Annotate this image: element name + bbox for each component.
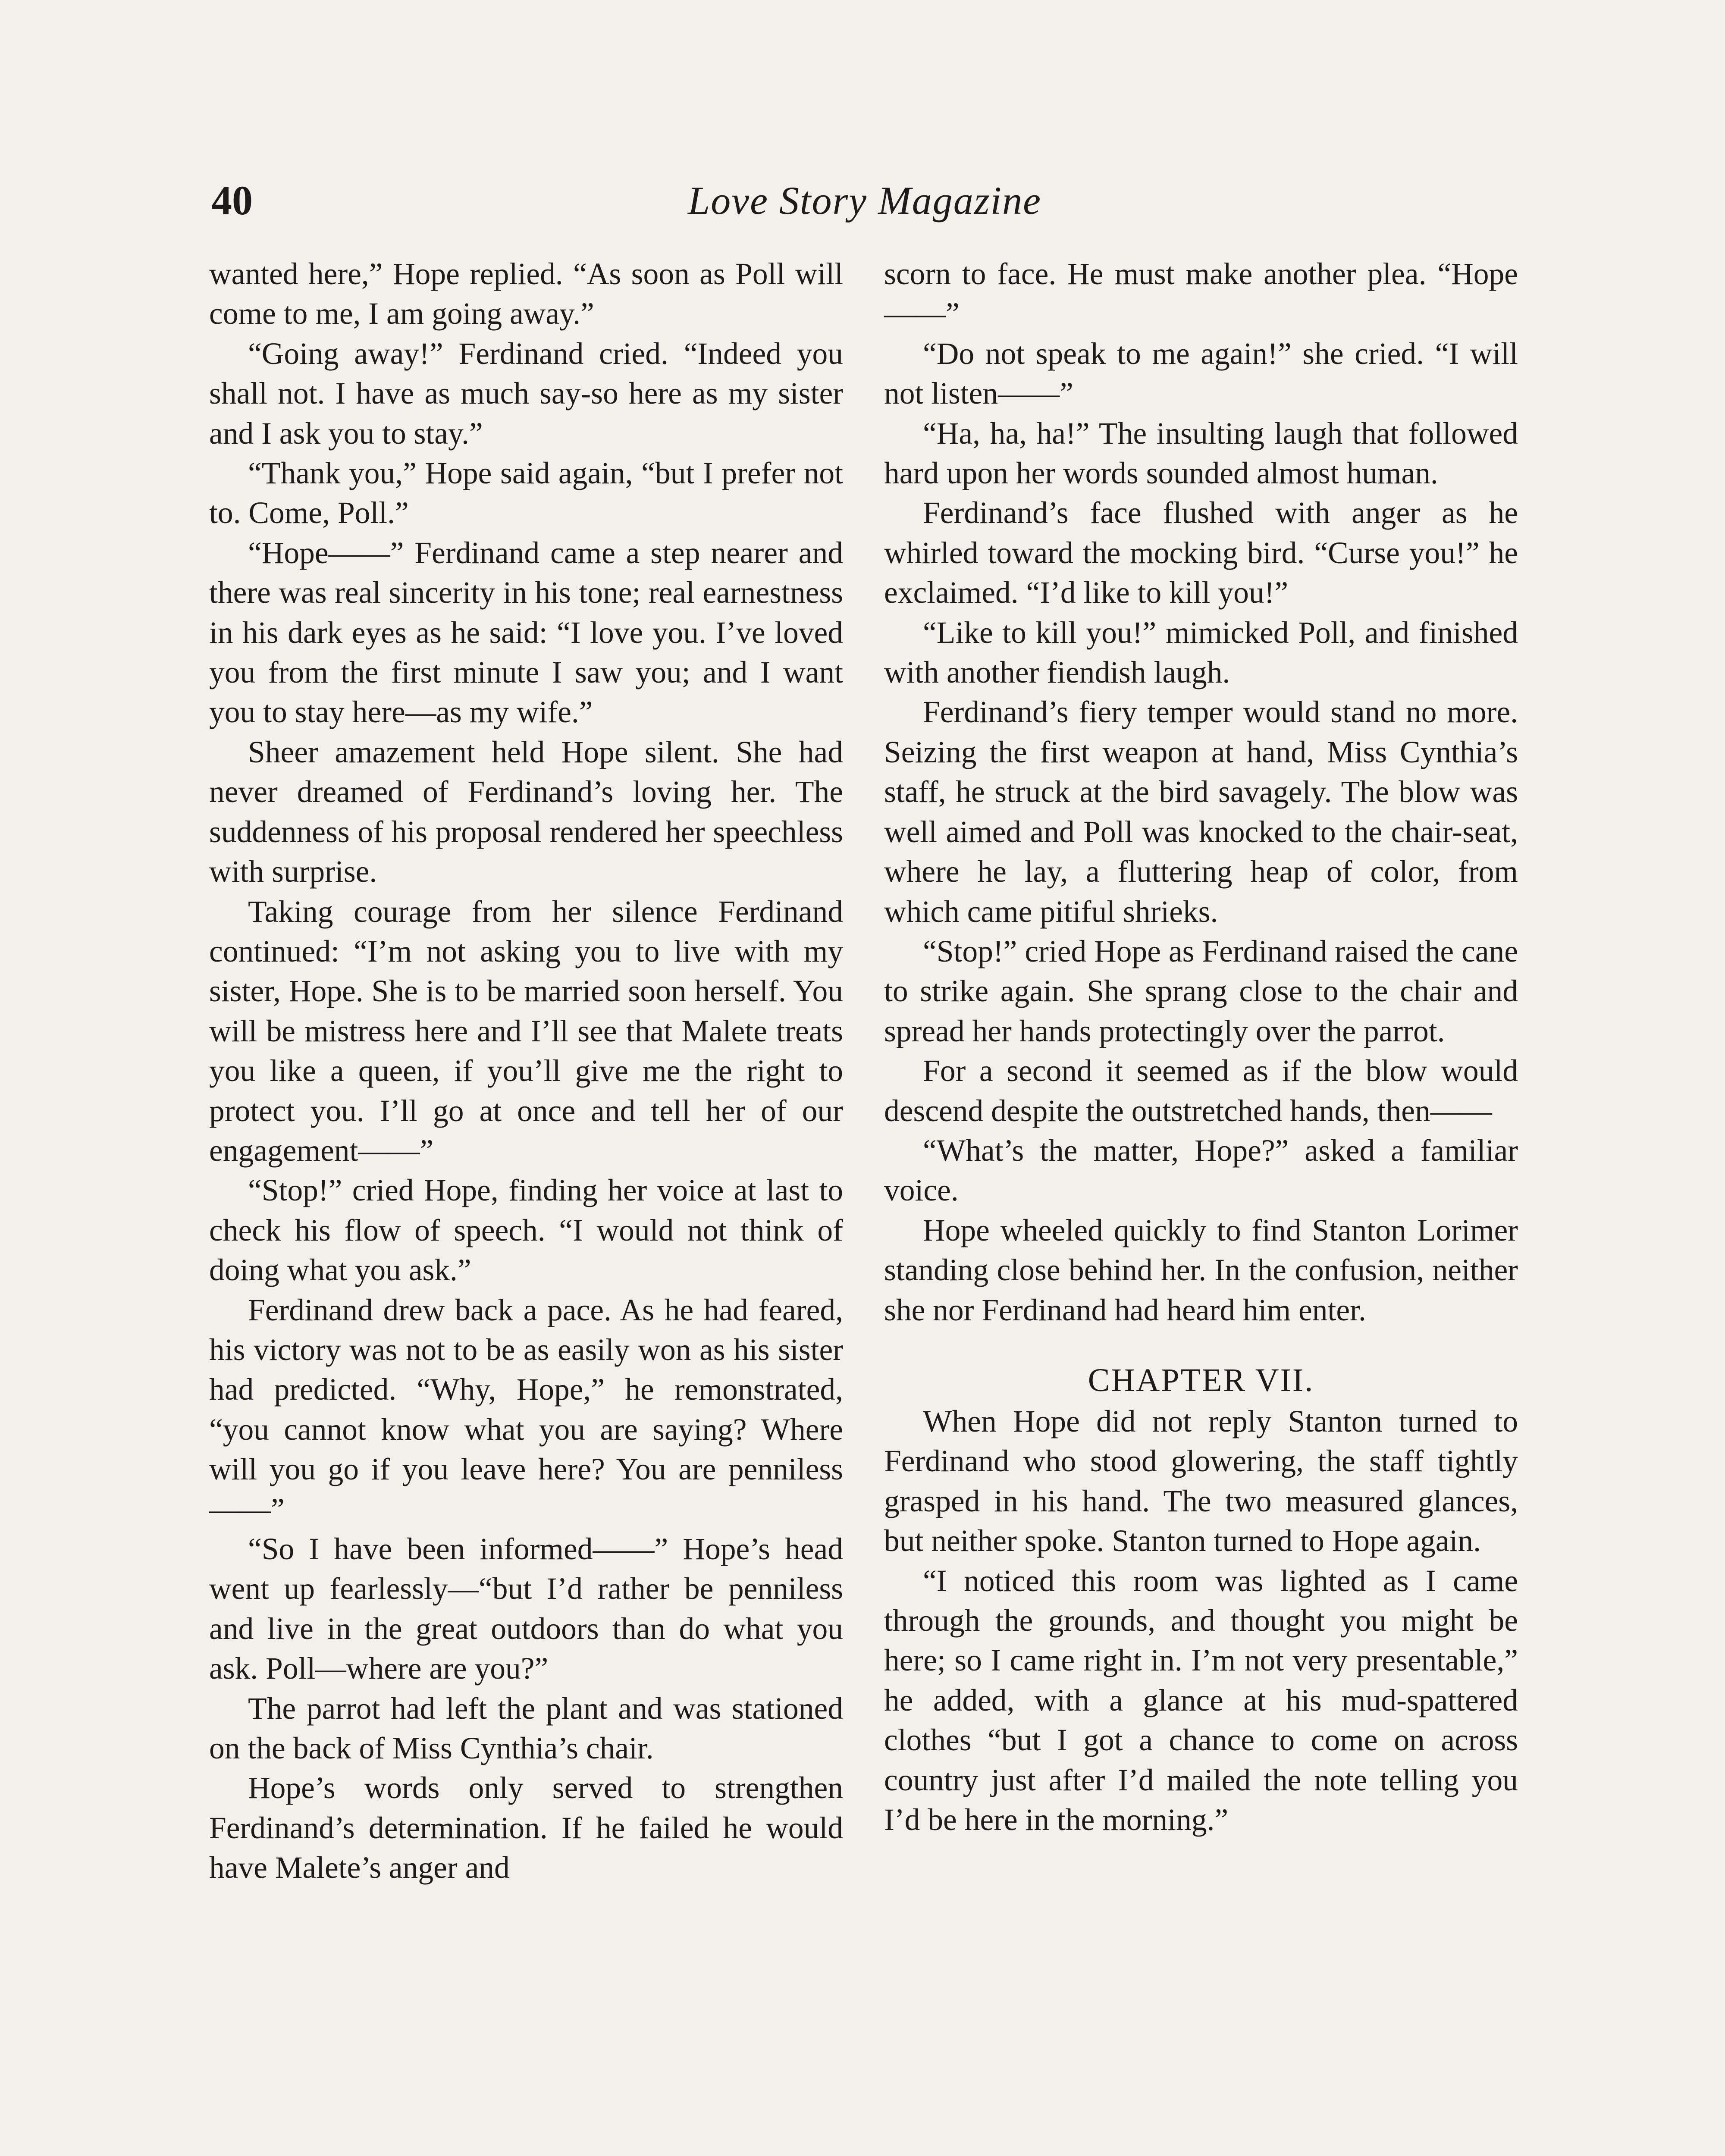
paragraph: “Stop!” cried Hope as Ferdinand raised the cane to strike again. She sprang close to the chair and spread her hands protectingly over the parrot.	[884, 934, 1518, 1048]
paragraph: “Ha, ha, ha!” The insulting laugh that followed hard upon her words sounded almost human.	[884, 416, 1518, 491]
page-number: 40	[211, 177, 253, 223]
paragraph: Hope wheeled quickly to find Stanton Lorimer standing close behind her. In the confusion, neither she nor Ferdinand had heard him enter.	[884, 1213, 1518, 1327]
paragraph: For a second it seemed as if the blow would descend despite the outstretched hands, then——	[884, 1054, 1518, 1128]
paragraph: “Do not speak to me again!” she cried. “I will not listen——”	[884, 336, 1518, 411]
right-column	[884, 254, 1518, 1840]
paragraph: The parrot had left the plant and was stationed on the back of Miss Cynthia’s chair.	[209, 1691, 843, 1766]
paragraph: Ferdinand’s fiery temper would stand no more. Seizing the first weapon at hand, Miss Cynthia’s staff, he struck at the bird savagely. The blow was well aimed and Poll was knocked to the chair-seat, where he lay, a fluttering heap of color, from which came pitiful shrieks.	[884, 695, 1518, 929]
chapter-heading: CHAPTER VII.	[1088, 1362, 1314, 1398]
magazine-title: Love Story Magazine	[688, 179, 1041, 222]
paragraph: Sheer amazement held Hope silent. She had never dreamed of Ferdinand’s loving her. The suddenness of his proposal rendered her speechless with surprise.	[209, 735, 843, 889]
paragraph: “I noticed this room was lighted as I came through the grounds, and thought you might be here; so I came right in. I’m not very presentable,” he added, with a glance at his mud-spattered clothes “but I got a chance to come on across country just after I’d mailed the note telling you I’d be here in the morning.”	[884, 1564, 1518, 1837]
paragraph: “What’s the matter, Hope?” asked a familiar voice.	[884, 1133, 1518, 1208]
page-header	[211, 170, 1518, 231]
paragraph: Ferdinand’s face flushed with anger as he whirled toward the mocking bird. “Curse you!” he exclaimed. “I’d like to kill you!”	[884, 496, 1518, 610]
paragraph: scorn to face. He must make another plea. “Hope——”	[884, 257, 1518, 331]
paragraph: “Like to kill you!” mimicked Poll, and finished with another fiendish laugh.	[884, 615, 1518, 690]
paragraph: Taking courage from her silence Ferdinand continued: “I’m not asking you to live with my sister, Hope. She is to be married soon herself. You will be mistress here and I’ll see that Malete treats you like a queen, if you’ll give me the right to protect you. I’ll go at once and tell her of our engagement——”	[209, 894, 843, 1168]
paragraph: Hope’s words only served to strengthen Ferdinand’s determination. If he failed he would have Malete’s anger and	[209, 1771, 843, 1885]
left-column	[209, 254, 843, 1888]
paragraph: “Going away!” Ferdinand cried. “Indeed you shall not. I have as much say-so here as my sister and I ask you to stay.”	[209, 336, 843, 451]
paragraph: wanted here,” Hope replied. “As soon as Poll will come to me, I am going away.”	[209, 257, 843, 331]
paragraph: “Thank you,” Hope said again, “but I prefer not to. Come, Poll.”	[209, 456, 843, 530]
paragraph: “Stop!” cried Hope, finding her voice at last to check his flow of speech. “I would not think of doing what you ask.”	[209, 1173, 843, 1288]
paragraph: When Hope did not reply Stanton turned to Ferdinand who stood glowering, the staff tightly grasped in his hand. The two measured glances, but neither spoke. Stanton turned to Hope again.	[884, 1404, 1518, 1558]
paragraph: “Hope——” Ferdinand came a step nearer and there was real sincerity in his tone; real earnestness in his dark eyes as he said: “I love you. I’ve loved you from the first minute I saw you; and I want you to stay here—as my wife.”	[209, 536, 843, 730]
paragraph: Ferdinand drew back a pace. As he had feared, his victory was not to be as easily won as his sister had predicted. “Why, Hope,” he remonstrated, “you cannot know what you are saying? Where will you go if you leave here? You are penniless——”	[209, 1293, 843, 1526]
paragraph: “So I have been informed——” Hope’s head went up fearlessly—“but I’d rather be penniless and live in the great outdoors than do what you ask. Poll—where are you?”	[209, 1532, 843, 1686]
